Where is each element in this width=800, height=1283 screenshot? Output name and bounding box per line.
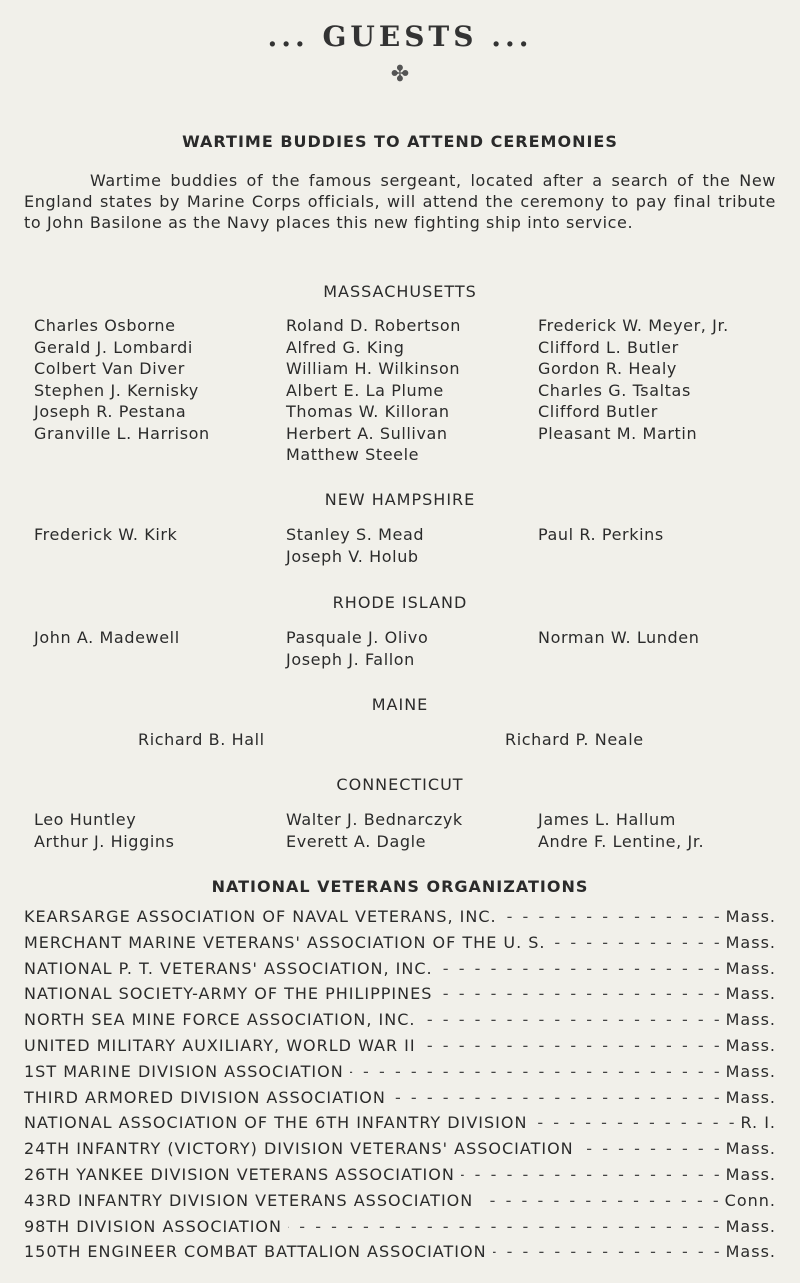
guest-name: Walter J. Bednarczyk: [286, 810, 463, 829]
guest-name: James L. Hallum: [538, 810, 676, 829]
org-name: THIRD ARMORED DIVISION ASSOCIATION: [24, 1087, 386, 1107]
org-row: [24, 1242, 776, 1268]
state-heading-rhode-island: RHODE ISLAND: [332, 593, 468, 612]
org-row: [24, 907, 776, 933]
section-heading: WARTIME BUDDIES TO ATTEND CEREMONIES: [182, 132, 618, 151]
guest-name: Everett A. Dagle: [286, 831, 427, 851]
guest-name: Norman W. Lunden: [538, 628, 700, 647]
org-name: 26TH YANKEE DIVISION VETERANS ASSOCIATION: [24, 1164, 455, 1184]
guest-name: Leo Huntley: [34, 810, 137, 829]
leader-dashes: [422, 1010, 720, 1029]
org-row: [24, 1062, 776, 1088]
org-state: Mass.: [725, 1087, 776, 1107]
guest-name: Stanley S. Mead: [286, 525, 425, 544]
guest-name: Richard B. Hall: [138, 730, 265, 749]
state-heading-maine: MAINE: [371, 695, 429, 714]
leader-dashes: [503, 907, 720, 926]
guest-name: Clifford L. Butler: [538, 337, 679, 357]
org-state: Mass.: [725, 1164, 776, 1184]
maine-column-1: [138, 729, 265, 751]
guest-name: Arthur J. Higgins: [34, 831, 175, 851]
guest-name: Charles Osborne: [34, 316, 176, 335]
connecticut-column-2: [286, 809, 463, 852]
org-name: 1ST MARINE DIVISION ASSOCIATION: [24, 1061, 344, 1081]
connecticut-column-3: [538, 809, 704, 852]
org-state: Mass.: [725, 932, 776, 952]
org-row: [24, 1191, 776, 1217]
org-row: [24, 1139, 776, 1165]
leader-dashes: [533, 1113, 734, 1132]
org-state: R. I.: [740, 1113, 776, 1133]
org-row: [24, 1113, 776, 1139]
guest-name: Charles G. Tsaltas: [538, 380, 691, 400]
leader-dashes: [392, 1088, 720, 1107]
guest-name: Frederick W. Kirk: [34, 525, 178, 544]
state-heading-connecticut: CONNECTICUT: [336, 775, 464, 794]
org-name: NATIONAL SOCIETY-ARMY OF THE PHILIPPINES: [24, 984, 433, 1004]
org-row: [24, 1010, 776, 1036]
org-state: Mass.: [725, 1139, 776, 1159]
new-hampshire-column-2: [286, 524, 424, 567]
leader-dashes: [350, 1062, 720, 1081]
org-name: 43RD INFANTRY DIVISION VETERANS ASSOCIATION: [24, 1190, 474, 1210]
leader-dashes: [438, 984, 719, 1003]
org-row: [24, 1165, 776, 1191]
guest-name: Joseph J. Fallon: [286, 649, 415, 669]
guest-name: Frederick W. Meyer, Jr.: [538, 316, 729, 335]
guest-name: Joseph V. Holub: [286, 546, 419, 566]
ornament-icon: ✤: [390, 62, 410, 87]
org-name: NORTH SEA MINE FORCE ASSOCIATION, INC.: [24, 1010, 416, 1030]
leader-dashes: [580, 1139, 720, 1158]
guest-name: Gordon R. Healy: [538, 359, 677, 378]
org-name: 24TH INFANTRY (VICTORY) DIVISION VETERANS' ASSOCIATION: [24, 1139, 574, 1159]
leader-dashes: [422, 1036, 720, 1055]
guest-name: Joseph R. Pestana: [34, 402, 187, 421]
connecticut-column-1: [34, 809, 175, 852]
new-hampshire-column-3: [538, 524, 664, 546]
org-state: Mass.: [725, 1061, 776, 1081]
leader-dashes: [461, 1165, 720, 1184]
org-name: NATIONAL P. T. VETERANS' ASSOCIATION, INC.: [24, 958, 433, 978]
guest-name: Pasquale J. Olivo: [286, 628, 429, 647]
guest-name: Clifford Butler: [538, 402, 658, 421]
org-row: [24, 1088, 776, 1114]
guest-name: Andre F. Lentine, Jr.: [538, 831, 705, 851]
org-state: Mass.: [725, 1242, 776, 1262]
state-heading-new-hampshire: NEW HAMPSHIRE: [324, 490, 476, 509]
guest-name: Herbert A. Sullivan: [286, 423, 448, 443]
guest-name: Stephen J. Kernisky: [34, 380, 199, 400]
guest-name: Albert E. La Plume: [286, 380, 444, 400]
org-state: Mass.: [725, 1035, 776, 1055]
guest-name: John A. Madewell: [34, 628, 180, 647]
guest-name: Thomas W. Killoran: [286, 402, 450, 421]
guest-name: Gerald J. Lombardi: [34, 337, 193, 357]
org-name: NATIONAL ASSOCIATION OF THE 6TH INFANTRY DIVISION: [24, 1113, 528, 1133]
org-name: 98TH DIVISION ASSOCIATION: [24, 1216, 282, 1236]
guest-name: Pleasant M. Martin: [538, 423, 698, 443]
leader-dashes: [479, 1191, 718, 1210]
org-row: [24, 933, 776, 959]
guest-name: Granville L. Harrison: [34, 423, 210, 443]
org-name: MERCHANT MARINE VETERANS' ASSOCIATION OF THE U. S.: [24, 932, 546, 952]
new-hampshire-column-1: [34, 524, 177, 546]
org-row: [24, 984, 776, 1010]
org-state: Conn.: [724, 1190, 776, 1210]
leader-dashes: [493, 1242, 720, 1261]
orgs-heading: NATIONAL VETERANS ORGANIZATIONS: [211, 877, 589, 896]
page-title: ... GUESTS ...: [267, 20, 533, 53]
org-state: Mass.: [725, 958, 776, 978]
org-state: Mass.: [725, 907, 776, 926]
org-name: KEARSARGE ASSOCIATION OF NAVAL VETERANS, INC.: [24, 907, 497, 926]
guest-name: Colbert Van Diver: [34, 359, 185, 378]
org-row: [24, 1217, 776, 1243]
rhode-island-column-3: [538, 627, 699, 649]
guest-name: Matthew Steele: [286, 445, 420, 464]
guest-name: Roland D. Robertson: [286, 316, 462, 335]
massachusetts-column-3: [538, 315, 729, 444]
massachusetts-column-2: [286, 315, 461, 466]
maine-column-2: [505, 729, 644, 751]
guest-name: Richard P. Neale: [505, 730, 644, 749]
org-row: [24, 959, 776, 985]
leader-dashes: [288, 1217, 720, 1236]
org-row: [24, 1036, 776, 1062]
massachusetts-column-1: [34, 315, 210, 444]
guest-name: William H. Wilkinson: [286, 359, 461, 378]
intro-paragraph: Wartime buddies of the famous sergeant, located after a search of the New England states by Marine Corps officials, will attend the ceremony to pay final tribute to John Basilone as the Navy places this new fighting ship into service.: [24, 171, 776, 232]
org-state: Mass.: [725, 1010, 776, 1030]
org-state: Mass.: [725, 984, 776, 1004]
rhode-island-column-2: [286, 627, 428, 670]
guest-name: Paul R. Perkins: [538, 525, 664, 544]
org-name: UNITED MILITARY AUXILIARY, WORLD WAR II: [24, 1035, 416, 1055]
leader-dashes: [439, 959, 720, 978]
state-heading-massachusetts: MASSACHUSETTS: [323, 282, 477, 301]
guest-name: Alfred G. King: [286, 337, 405, 357]
orgs-list: [24, 907, 776, 1268]
leader-dashes: [552, 933, 720, 952]
org-state: Mass.: [725, 1216, 776, 1236]
rhode-island-column-1: [34, 627, 180, 649]
org-name: 150TH ENGINEER COMBAT BATTALION ASSOCIATION: [24, 1242, 487, 1262]
